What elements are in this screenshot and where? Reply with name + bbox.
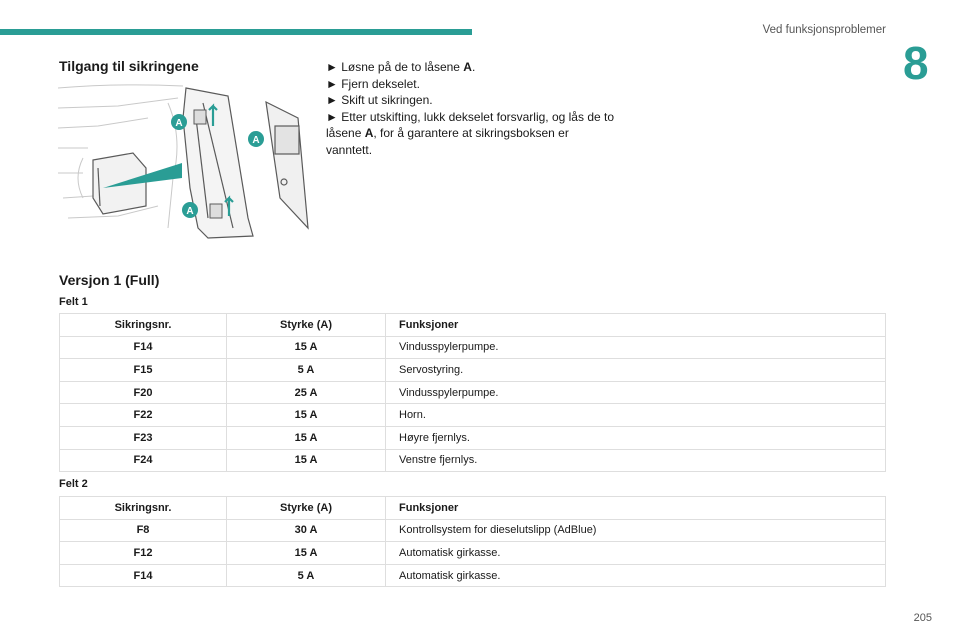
table-row bbox=[60, 449, 886, 472]
header-rating: Styrke (A) bbox=[227, 497, 386, 520]
table-row bbox=[60, 359, 886, 382]
callout-a-1: A bbox=[175, 118, 183, 129]
fuse-table-felt-2 bbox=[59, 496, 886, 587]
cell-fuse: F24 bbox=[60, 449, 227, 472]
table-row bbox=[60, 519, 886, 542]
cell-function: Servostyring. bbox=[386, 359, 886, 382]
table-row bbox=[60, 336, 886, 359]
cell-fuse: F23 bbox=[60, 426, 227, 449]
fuse-table-felt-1 bbox=[59, 313, 886, 472]
cell-fuse: F8 bbox=[60, 519, 227, 542]
cell-function: Kontrollsystem for dieselutslipp (AdBlue) bbox=[386, 519, 886, 542]
fuse-box-illustration bbox=[58, 78, 313, 243]
instruction-step: ► Etter utskifting, lukk dekselet forsvarlig, og lås de to låsene A, for å garantere at sikringsboksen er vanntett. bbox=[326, 109, 615, 157]
table-row bbox=[60, 381, 886, 404]
cell-fuse: F20 bbox=[60, 381, 227, 404]
header-fuse-number: Sikringsnr. bbox=[60, 497, 227, 520]
cell-function: Høyre fjernlys. bbox=[386, 426, 886, 449]
table-row bbox=[60, 542, 886, 565]
felt-1-label: Felt 1 bbox=[59, 296, 88, 308]
callout-a-2: A bbox=[252, 135, 260, 146]
cell-rating: 5 A bbox=[227, 564, 386, 587]
table-header-row bbox=[60, 314, 886, 337]
cell-rating: 15 A bbox=[227, 336, 386, 359]
cell-fuse: F14 bbox=[60, 564, 227, 587]
header-functions: Funksjoner bbox=[386, 314, 886, 337]
cell-fuse: F12 bbox=[60, 542, 227, 565]
cell-rating: 25 A bbox=[227, 381, 386, 404]
table-row bbox=[60, 426, 886, 449]
instruction-step: ► Løsne på de to låsene A. bbox=[326, 60, 476, 74]
chapter-accent-bar bbox=[0, 29, 472, 35]
instruction-step: ► Skift ut sikringen. bbox=[326, 93, 433, 107]
cell-fuse: F22 bbox=[60, 404, 227, 427]
felt-2-label: Felt 2 bbox=[59, 478, 88, 490]
cell-rating: 15 A bbox=[227, 426, 386, 449]
cell-function: Automatisk girkasse. bbox=[386, 542, 886, 565]
page-number: 205 bbox=[913, 612, 932, 624]
header-fuse-number: Sikringsnr. bbox=[60, 314, 227, 337]
cell-rating: 15 A bbox=[227, 542, 386, 565]
table-header-row bbox=[60, 497, 886, 520]
cell-rating: 30 A bbox=[227, 519, 386, 542]
table-row bbox=[60, 404, 886, 427]
chapter-number: 8 bbox=[903, 37, 929, 89]
cell-function: Horn. bbox=[386, 404, 886, 427]
chapter-title: Ved funksjonsproblemer bbox=[762, 24, 886, 36]
cell-rating: 15 A bbox=[227, 449, 386, 472]
cell-function: Vindusspylerpumpe. bbox=[386, 336, 886, 359]
cell-rating: 5 A bbox=[227, 359, 386, 382]
cell-rating: 15 A bbox=[227, 404, 386, 427]
table-row bbox=[60, 564, 886, 587]
instructions bbox=[326, 59, 616, 158]
cell-fuse: F14 bbox=[60, 336, 227, 359]
instruction-step: ► Fjern dekselet. bbox=[326, 76, 420, 91]
cell-function: Vindusspylerpumpe. bbox=[386, 381, 886, 404]
header-functions: Funksjoner bbox=[386, 497, 886, 520]
cell-function: Automatisk girkasse. bbox=[386, 564, 886, 587]
version-heading: Versjon 1 (Full) bbox=[59, 272, 160, 288]
cell-function: Venstre fjernlys. bbox=[386, 449, 886, 472]
cell-fuse: F15 bbox=[60, 359, 227, 382]
callout-a-3: A bbox=[186, 206, 194, 217]
section-heading: Tilgang til sikringene bbox=[59, 58, 199, 74]
header-rating: Styrke (A) bbox=[227, 314, 386, 337]
